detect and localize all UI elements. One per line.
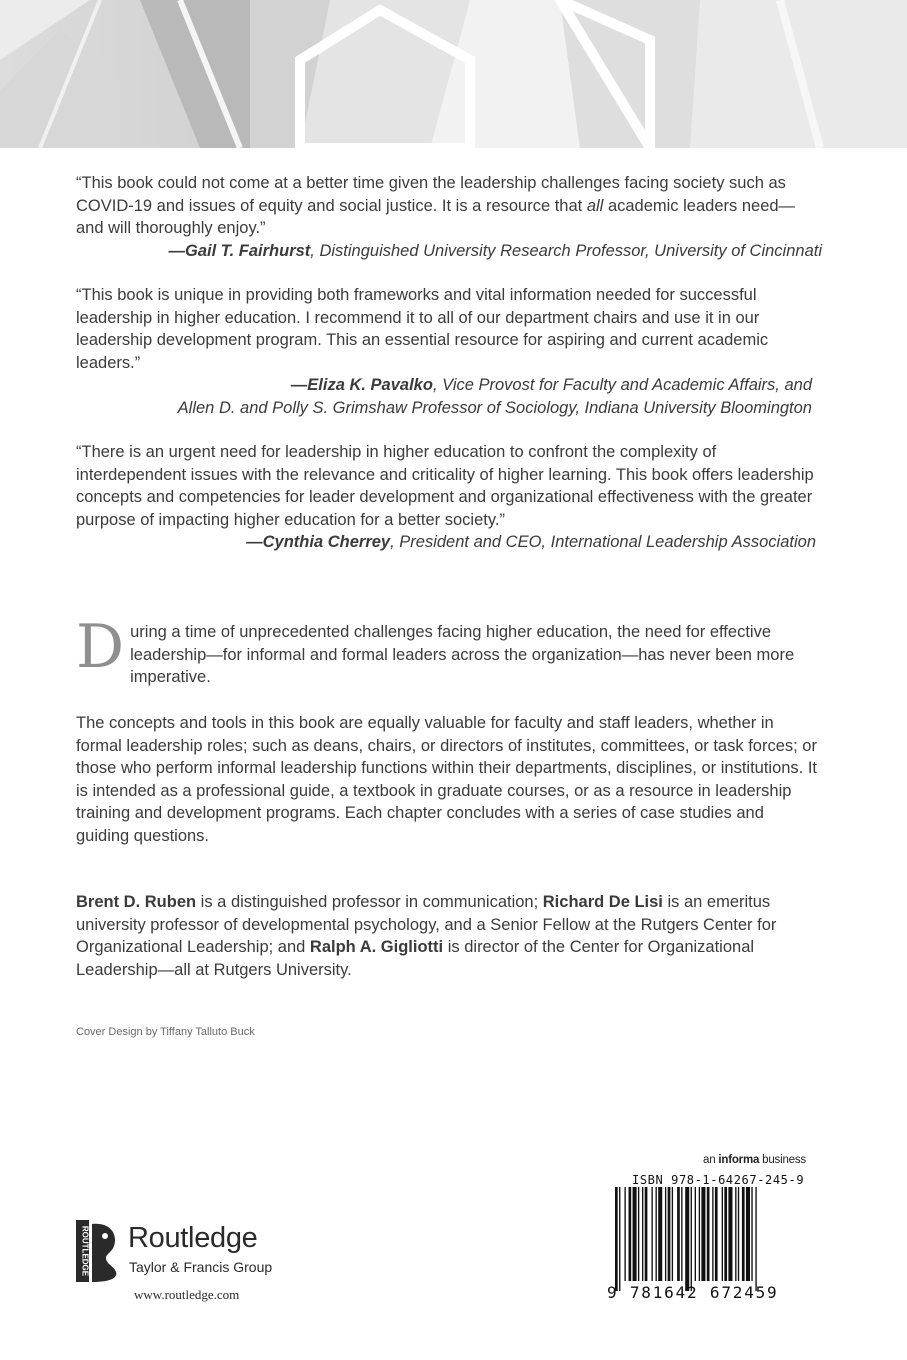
author-1-bio: is a distinguished professor in communication;: [196, 893, 543, 911]
drop-cap: D: [76, 612, 125, 682]
barcode-bar: [742, 1187, 745, 1281]
barcode-bar: [712, 1187, 713, 1281]
barcode-bar: [735, 1187, 736, 1281]
barcode-bar: [715, 1187, 718, 1281]
author-2-name: Richard De Lisi: [542, 893, 663, 911]
publisher-name: Routledge: [128, 1222, 258, 1254]
informa-prefix: an: [703, 1154, 719, 1166]
isbn-label: ISBN 978-1-64267-245-9: [629, 1173, 807, 1187]
barcode-bar: [656, 1187, 657, 1281]
informa-suffix: business: [759, 1154, 806, 1166]
endorsement-quote-3: [76, 441, 816, 554]
description-para-1-text: uring a time of unprecedented challenges facing higher education, the need for effective leadership—for informal and formal leaders across the organization—has never been more imperative.: [130, 623, 795, 686]
description-paragraph-2: The concepts and tools in this book are equally valuable for faculty and staff leaders, whether in formal leadership roles; such as deans, chairs, or directors of institutes, committees, or task forces; or those who perform informal leadership functions within their departments, disciplines, or institutions. It is intended as a professional guide, a textbook in graduate courses, or as a resource in leadership training and development programs. Each chapter concludes with a series of case studies and guiding questions.: [76, 714, 818, 845]
barcode-bar: [755, 1187, 756, 1291]
barcode-bar: [677, 1187, 680, 1281]
barcode-bar: [699, 1187, 700, 1281]
barcode-bar: [691, 1187, 692, 1291]
author-bios: [76, 891, 821, 981]
author-1-name: Brent D. Ruben: [76, 893, 197, 911]
quote-1-text: “This book could not come at a better time given the leadership challenges facing society such as COVID-19 and issues of equity and social justice. It is a resource that: [76, 174, 786, 215]
author-2-bio: is an emeritus university professor of developmental psychology, and a Senior Fellow at the Rutgers Center for Organizational Leadership; and: [76, 893, 777, 956]
barcode-bar: [615, 1187, 618, 1291]
barcode-bar: [672, 1187, 673, 1281]
publisher-url[interactable]: www.routledge.com: [134, 1287, 240, 1302]
author-3-bio: is director of the Center for Organizational Leadership—all at Rutgers University.: [76, 938, 755, 979]
barcode-bar: [665, 1187, 666, 1281]
barcode-bar: [751, 1187, 752, 1281]
barcode-bar: [695, 1187, 696, 1281]
quote-3-author: —Cynthia Cherrey: [246, 533, 391, 551]
barcode-bar: [701, 1187, 705, 1281]
barcode-bar: [707, 1187, 710, 1281]
endorsement-quote-2: [76, 284, 816, 419]
barcode-bar: [746, 1187, 750, 1281]
quote-1-text-end: academic leaders need—and will thoroughly enjoy.”: [76, 196, 796, 237]
barcode-bar: [685, 1187, 689, 1291]
barcode-bar: [645, 1187, 648, 1281]
barcode-bar: [651, 1187, 652, 1281]
barcode-bar: [633, 1187, 637, 1281]
quote-2-role-continued: Allen D. and Polly S. Grimshaw Professor of Sociology, Indiana University Bloomington: [177, 398, 812, 417]
cover-banner: [0, 0, 907, 148]
quote-1-role: , Distinguished University Research Professor, University of Cincinnati: [310, 241, 822, 260]
barcode-bar: [681, 1187, 682, 1281]
barcode-bar: [728, 1187, 732, 1281]
quote-3-role: , President and CEO, International Leadership Association: [390, 533, 816, 551]
quote-2-text: “This book is unique in providing both frameworks and vital information needed for successful leadership in higher education. I recommend it to all of our department chairs and use it in our leadership development program. This an essential resource for aspiring and current academic leaders.”: [76, 286, 769, 372]
logo-vertical-text: ROUTLEDGE: [80, 1225, 90, 1277]
quote-3-text: “There is an urgent need for leadership in higher education to confront the complexity of interdependent issues with the relevance and criticality of higher learning. This book offers leadership concepts and competencies for leader development and organizational effectiveness with the greater purpose of impacting higher education for a better society.”: [76, 443, 814, 529]
barcode-bar: [738, 1187, 739, 1281]
quote-1-emphasis: all: [586, 196, 604, 215]
quote-2-author: —Eliza K. Pavalko: [290, 376, 433, 394]
quote-1-author: —Gail T. Fairhurst: [168, 241, 311, 260]
barcode-bar: [722, 1187, 723, 1281]
isbn-digits: 9 781642 672459: [607, 1283, 779, 1302]
barcode-bar: [624, 1187, 625, 1281]
informa-business-tag: [703, 1154, 806, 1166]
informa-brand: informa: [718, 1154, 760, 1166]
barcode-bar: [619, 1187, 620, 1291]
barcode-bar: [638, 1187, 639, 1281]
barcode-bar: [724, 1187, 727, 1281]
barcode-bar: [629, 1187, 632, 1281]
author-3-name: Ralph A. Gigliotti: [309, 938, 444, 956]
barcode-bar: [642, 1187, 643, 1281]
quote-2-role: , Vice Provost for Faculty and Academic Affairs, and: [432, 376, 812, 394]
barcode-bar: [668, 1187, 671, 1281]
description-paragraph-1: [76, 612, 821, 689]
endorsement-quote-1: [76, 172, 822, 262]
cover-design-credit: Cover Design by Tiffany Talluto Buck: [76, 1026, 255, 1038]
publisher-group: Taylor & Francis Group: [129, 1259, 273, 1275]
barcode-bar: [658, 1187, 662, 1281]
routledge-logo-icon: [76, 1220, 122, 1282]
